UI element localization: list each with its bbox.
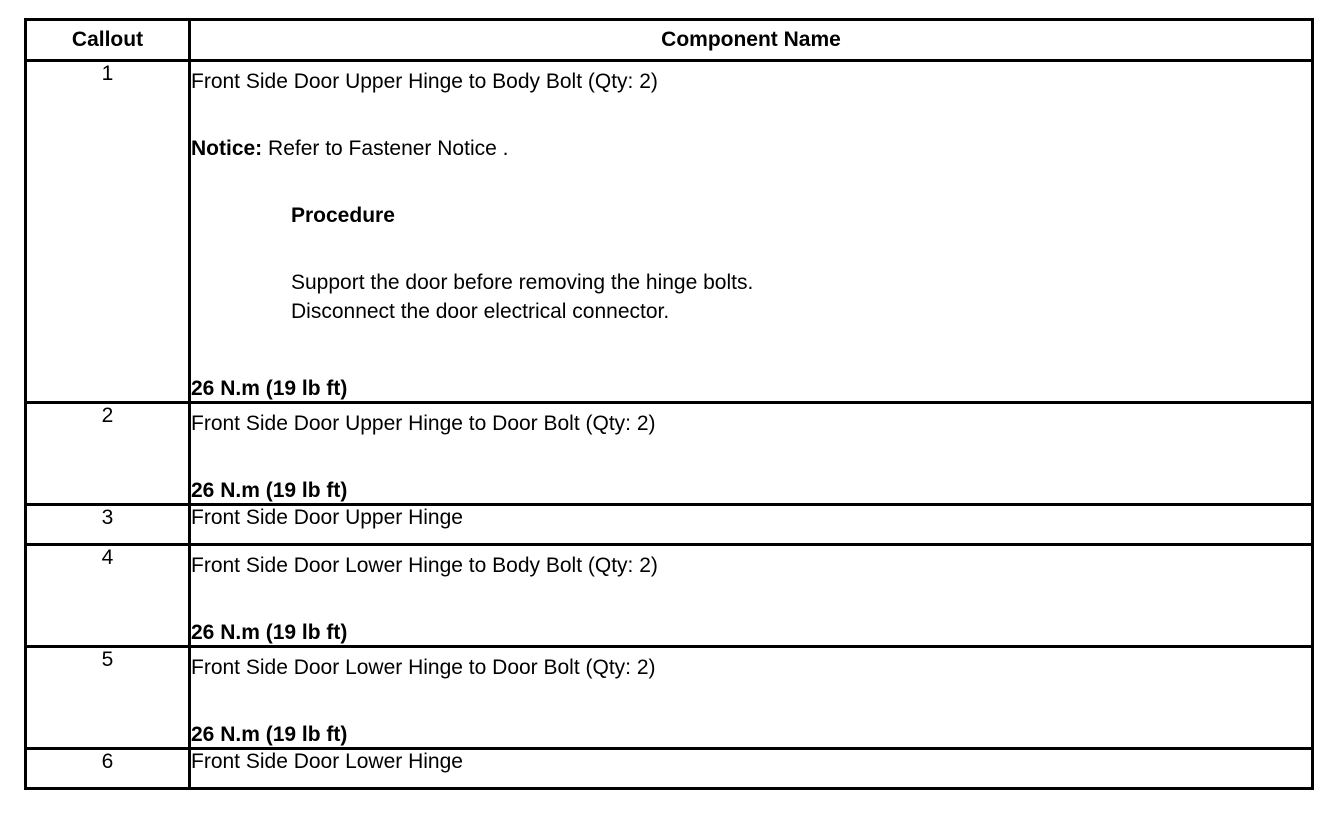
callout-cell: 5 bbox=[26, 647, 190, 749]
header-row bbox=[26, 20, 1313, 61]
component-name: Front Side Door Lower Hinge to Door Bolt (Qty: 2) bbox=[191, 656, 656, 679]
table-row bbox=[26, 403, 1313, 505]
callout-cell: 1 bbox=[26, 61, 190, 403]
torque-spec: 26 N.m (19 lb ft) bbox=[191, 377, 348, 400]
callout-cell: 6 bbox=[26, 749, 190, 789]
callout-cell: 3 bbox=[26, 505, 190, 545]
component-name: Front Side Door Upper Hinge to Door Bolt (Qty: 2) bbox=[191, 412, 656, 435]
component-name-cell bbox=[190, 545, 1313, 647]
table-row bbox=[26, 505, 1313, 545]
callout-cell: 2 bbox=[26, 403, 190, 505]
header-component-name: Component Name bbox=[190, 20, 1313, 61]
procedure-step: Support the door before removing the hinge bolts. bbox=[291, 271, 754, 294]
table-row bbox=[26, 545, 1313, 647]
component-name-cell bbox=[190, 505, 1313, 545]
header-callout: Callout bbox=[26, 20, 190, 61]
component-name-cell bbox=[190, 647, 1313, 749]
component-name: Front Side Door Lower Hinge bbox=[191, 750, 463, 773]
torque-spec: 26 N.m (19 lb ft) bbox=[191, 723, 348, 746]
callout-cell: 4 bbox=[26, 545, 190, 647]
table-row bbox=[26, 647, 1313, 749]
component-name: Front Side Door Upper Hinge bbox=[191, 506, 463, 529]
torque-spec: 26 N.m (19 lb ft) bbox=[191, 621, 348, 644]
torque-spec: 26 N.m (19 lb ft) bbox=[191, 479, 348, 502]
component-name: Front Side Door Lower Hinge to Body Bolt (Qty: 2) bbox=[191, 554, 658, 577]
procedure-step: Disconnect the door electrical connector. bbox=[291, 300, 670, 323]
table-row bbox=[26, 749, 1313, 789]
component-name: Front Side Door Upper Hinge to Body Bolt (Qty: 2) bbox=[191, 70, 658, 93]
notice bbox=[191, 137, 1311, 161]
component-name-cell bbox=[190, 403, 1313, 505]
procedure-heading: Procedure bbox=[291, 204, 395, 227]
notice-label: Notice: bbox=[191, 137, 263, 160]
component-table bbox=[24, 18, 1314, 790]
component-name-cell bbox=[190, 61, 1313, 403]
notice-text: Refer to Fastener Notice . bbox=[262, 137, 509, 160]
table-row bbox=[26, 61, 1313, 403]
component-name-cell bbox=[190, 749, 1313, 789]
